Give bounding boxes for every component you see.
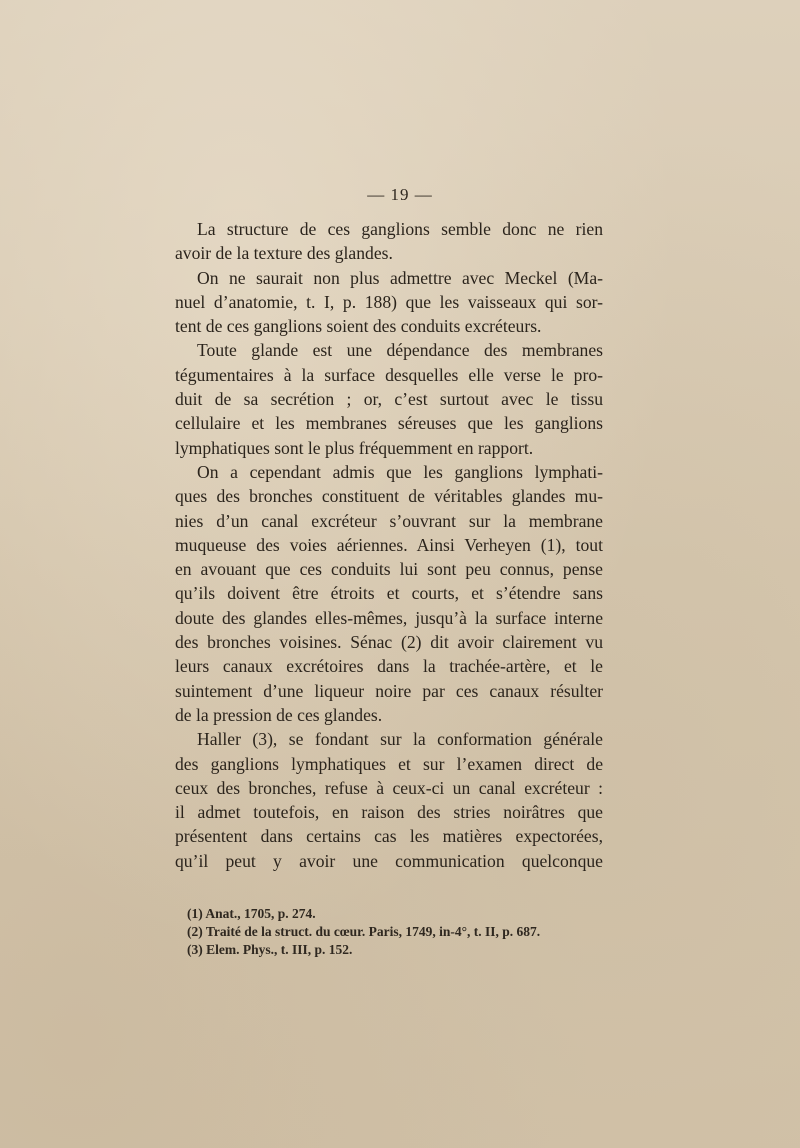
text-line: lymphatiques sont le plus fréquemment en rapport. — [175, 437, 534, 458]
text-line: en avouant que ces conduits lui sont peu connus, pense — [175, 559, 603, 580]
text-line: de la pression de ces glandes. — [175, 704, 383, 725]
text-line: nies d’un canal excréteur s’ouvrant sur la membrane — [175, 510, 603, 531]
text-line: On a cependant admis que les ganglions lymphati- — [197, 461, 603, 482]
text-line: ques des bronches constituent de véritables glandes mu- — [175, 486, 603, 507]
text-line: On ne saurait non plus admettre avec Meckel (Ma- — [197, 267, 603, 288]
text-line: qu’ils doivent être étroits et courts, et s’étendre sans — [175, 583, 603, 604]
text-line: cellulaire et les membranes séreuses que les ganglions — [175, 413, 603, 434]
footnote: (1) Anat., 1705, p. 274. — [187, 906, 316, 921]
text-line: nuel d’anatomie, t. I, p. 188) que les vaisseaux qui sor- — [175, 291, 603, 312]
text-line: muqueuse des voies aériennes. Ainsi Verheyen (1), tout — [175, 534, 603, 555]
text-line: Toute glande est une dépendance des membranes — [197, 340, 603, 361]
text-line: Haller (3), se fondant sur la conformation générale — [197, 729, 603, 750]
text-line: ceux des bronches, refuse à ceux-ci un canal excréteur : — [175, 777, 603, 798]
text-line: doute des glandes elles-mêmes, jusqu’à la surface interne — [175, 607, 603, 628]
text-line: des bronches voisines. Sénac (2) dit avoir clairement vu — [175, 632, 603, 653]
text-line: tégumentaires à la surface desquelles elle verse le pro- — [175, 364, 603, 385]
text-line: suintement d’une liqueur noire par ces canaux résulter — [175, 680, 603, 701]
text-line: qu’il peut y avoir une communication quelconque — [175, 850, 603, 871]
footnote: (2) Traité de la struct. du cœur. Paris, 1749, in-4°, t. II, p. 687. — [187, 924, 541, 939]
text-line: des ganglions lymphatiques et sur l’examen direct de — [175, 753, 603, 774]
text-line: duit de sa secrétion ; or, c’est surtout avec le tissu — [175, 389, 603, 410]
footnote: (3) Elem. Phys., t. III, p. 152. — [187, 942, 353, 957]
page-number: — 19 — — [367, 185, 433, 204]
text-line: il admet toutefois, en raison des stries noirâtres que — [175, 802, 603, 823]
text-line: tent de ces ganglions soient des conduits excréteurs. — [175, 316, 542, 337]
text-line: leurs canaux excrétoires dans la trachée-artère, et le — [175, 656, 603, 677]
text-line: présentent dans certains cas les matières expectorées, — [175, 826, 603, 847]
footnotes — [187, 905, 607, 959]
text-line: La structure de ces ganglions semble donc ne rien — [197, 219, 603, 239]
text-line: avoir de la texture des glandes. — [175, 243, 393, 264]
body-text — [175, 217, 603, 873]
